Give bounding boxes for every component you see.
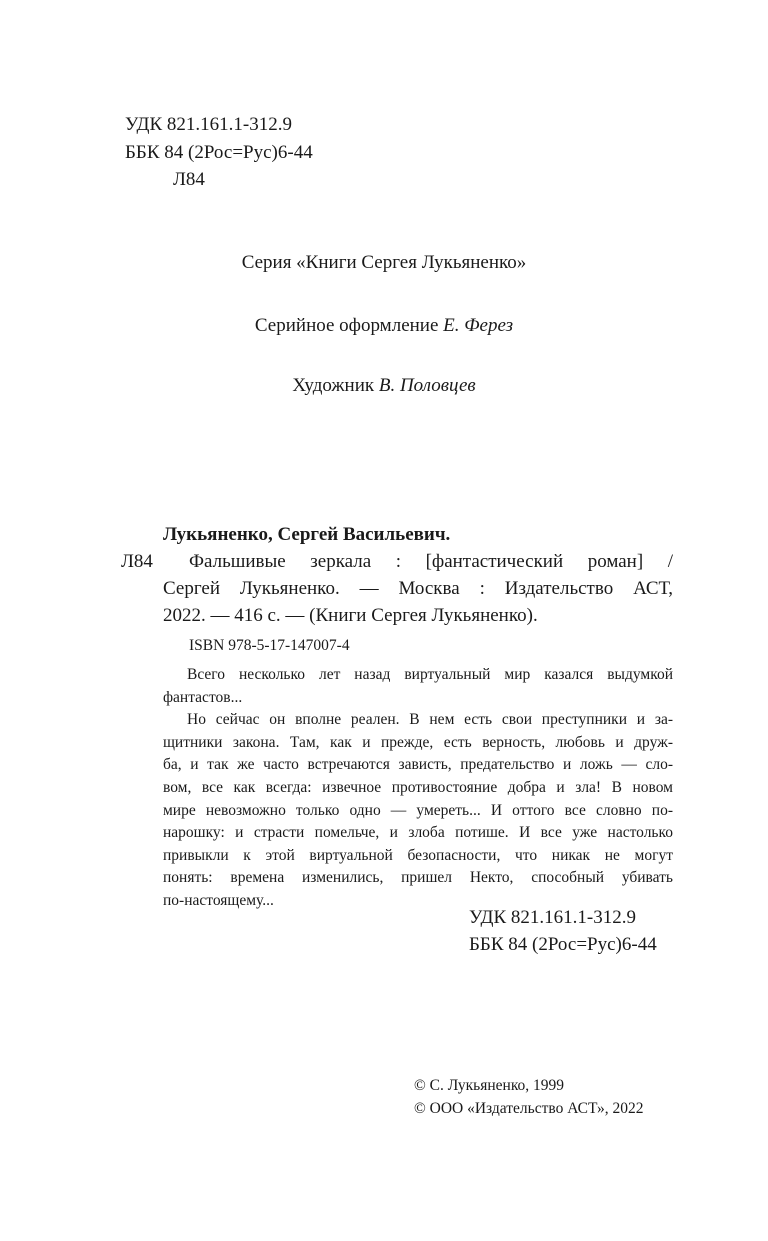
- author-heading: Лукьяненко, Сергей Васильевич.: [163, 524, 451, 545]
- bib-line-1: Фальшивые зеркала : [фантастический роман] /: [189, 551, 673, 572]
- design-name: Е. Ферез: [443, 315, 514, 336]
- isbn: ISBN 978-5-17-147007-4: [189, 637, 350, 654]
- annotation: [163, 664, 673, 913]
- artist-name: В. Половцев: [378, 375, 476, 396]
- udk-bottom: УДК 821.161.1-312.9: [469, 907, 636, 928]
- author-sign-bib: Л84: [121, 551, 153, 572]
- annotation-line: ба, и так же часто встречаются зависть, предательство и ложь — сло-: [163, 756, 673, 774]
- series-line: Серия «Книги Сергея Лукьяненко»: [241, 252, 527, 273]
- annotation-line: мире невозможно только одно — умереть... И оттого все словно по-: [163, 801, 673, 819]
- copyright-publisher: © ООО «Издательство АСТ», 2022: [414, 1100, 644, 1117]
- annotation-line: по-настоящему...: [163, 891, 274, 909]
- bbk-top: ББК 84 (2Рос=Рус)6-44: [125, 142, 313, 163]
- annotation-line: понять: времена изменились, пришел Некто, способный убивать: [163, 869, 673, 887]
- design-credit: [0, 313, 768, 339]
- design-label: Серийное оформление: [254, 315, 439, 336]
- annotation-line: фантастов...: [163, 688, 243, 706]
- annotation-line: вом, все как всегда: извечное противостояние добра и зла! В новом: [163, 778, 673, 796]
- annotation-line: щитники закона. Там, как и прежде, есть верность, любовь и друж-: [163, 733, 673, 751]
- artist-credit: [0, 373, 768, 399]
- bib-line-2: Сергей Лукьяненко. — Москва : Издательство АСТ,: [163, 578, 673, 599]
- annotation-line: нарошку: и страсти помельче, и злоба потише. И все уже настолько: [163, 824, 673, 842]
- annotation-line: Всего несколько лет назад виртуальный мир казался выдумкой: [187, 666, 673, 683]
- author-sign-top: Л84: [173, 169, 205, 190]
- artist-label: Художник: [292, 375, 375, 396]
- bib-line-3: 2022. — 416 с. — (Книги Сергея Лукьяненко).: [163, 605, 538, 626]
- annotation-line: привыкли к этой виртуальной безопасности, что никак не могут: [163, 846, 673, 864]
- bbk-bottom: ББК 84 (2Рос=Рус)6-44: [469, 934, 657, 955]
- udk-top: УДК 821.161.1-312.9: [125, 114, 292, 135]
- annotation-line: Но сейчас он вполне реален. В нем есть свои преступники и за-: [187, 711, 673, 729]
- copyright-author: © С. Лукьяненко, 1999: [414, 1077, 565, 1094]
